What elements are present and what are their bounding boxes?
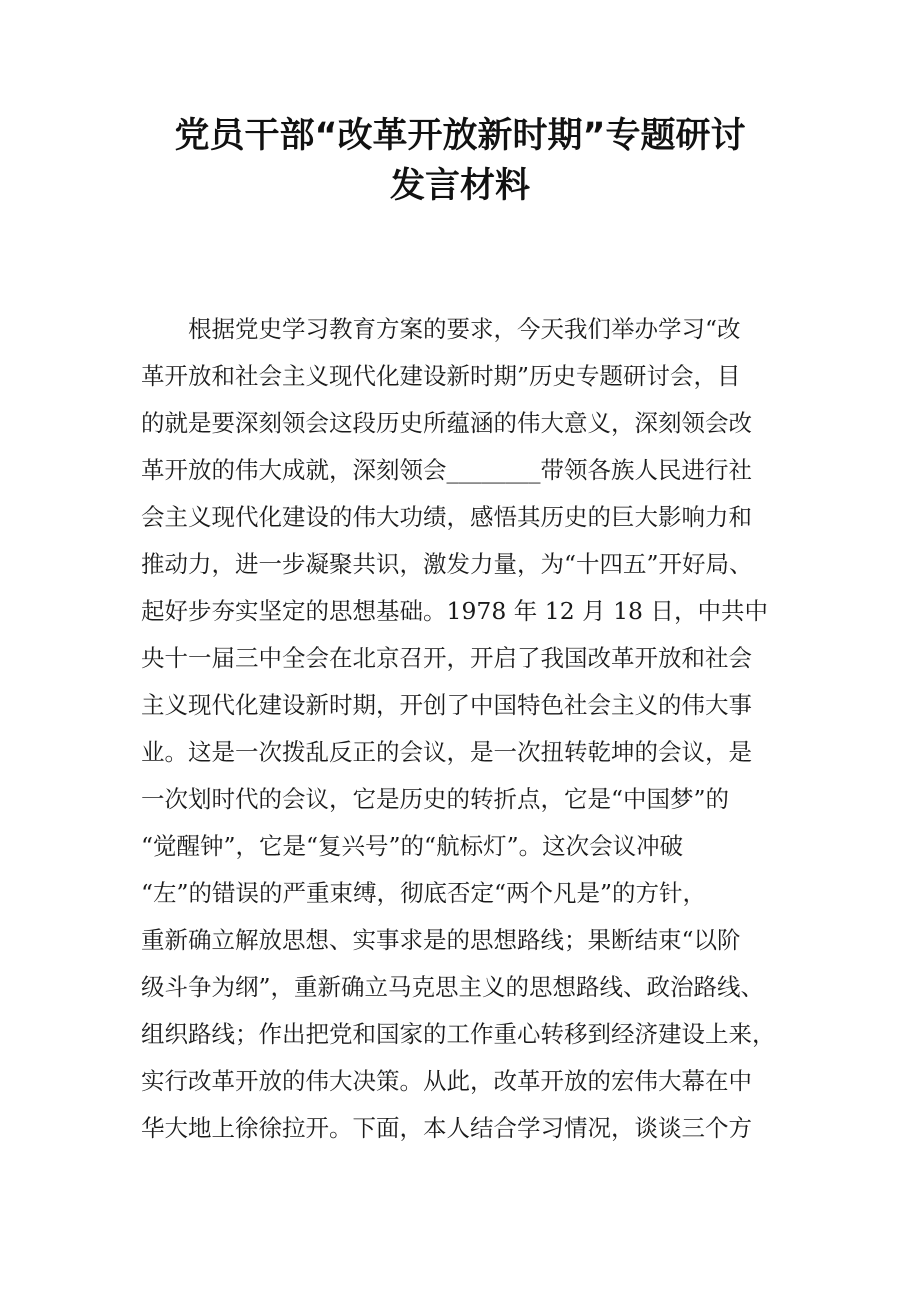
- body-line-17: 实行改革开放的伟大决策。从此，改革开放的宏伟大幕在中: [141, 1067, 752, 1095]
- body-line-18: 华大地上徐徐拉开。下面，本人结合学习情况，谈谈三个方: [141, 1114, 752, 1142]
- body-line-10: 业。这是一次拨乱反正的会议，是一次扭转乾坤的会议，是: [141, 738, 752, 766]
- document-title-line-1: 党员干部“改革开放新时期”专题研讨: [174, 116, 746, 156]
- body-line-11: 一次划时代的会议，它是历史的转折点，它是“中国梦”的: [141, 785, 730, 813]
- document-title-line-2: 发言材料: [389, 166, 530, 206]
- body-line-9: 主义现代化建设新时期，开创了中国特色社会主义的伟大事: [141, 691, 752, 719]
- body-line-16: 组织路线；作出把党和国家的工作重心转移到经济建设上来，: [141, 1020, 776, 1048]
- body-line-6: 推动力，进一步凝聚共识，激发力量，为“十四五”开好局、: [141, 550, 753, 578]
- body-line-4: 革开放的伟大成就，深刻领会________带领各族人民进行社: [141, 456, 752, 484]
- body-line-8: 央十一届三中全会在北京召开，开启了我国改革开放和社会: [141, 644, 752, 672]
- body-line-12: “觉醒钟”，它是“复兴号”的“航标灯”。这次会议冲破: [141, 832, 684, 860]
- body-line-3: 的就是要深刻领会这段历史所蕴涵的伟大意义，深刻领会改: [141, 409, 752, 437]
- body-line-1: 根据党史学习教育方案的要求，今天我们举办学习“改: [141, 315, 741, 343]
- body-line-14: 重新确立解放思想、实事求是的思想路线；果断结束“以阶: [141, 926, 741, 954]
- body-line-5: 会主义现代化建设的伟大功绩，感悟其历史的巨大影响力和: [141, 503, 752, 531]
- body-line-15: 级斗争为纲”，重新确立马克思主义的思想路线、政治路线、: [141, 973, 765, 1001]
- body-line-13: “左”的错误的严重束缚，彻底否定“两个凡是”的方针，: [141, 879, 707, 907]
- body-line-2: 革开放和社会主义现代化建设新时期”历史专题研讨会，目: [141, 362, 741, 390]
- body-line-7: 起好步夯实坚定的思想基础。1978 年 12 月 18 日，中共中: [141, 597, 768, 625]
